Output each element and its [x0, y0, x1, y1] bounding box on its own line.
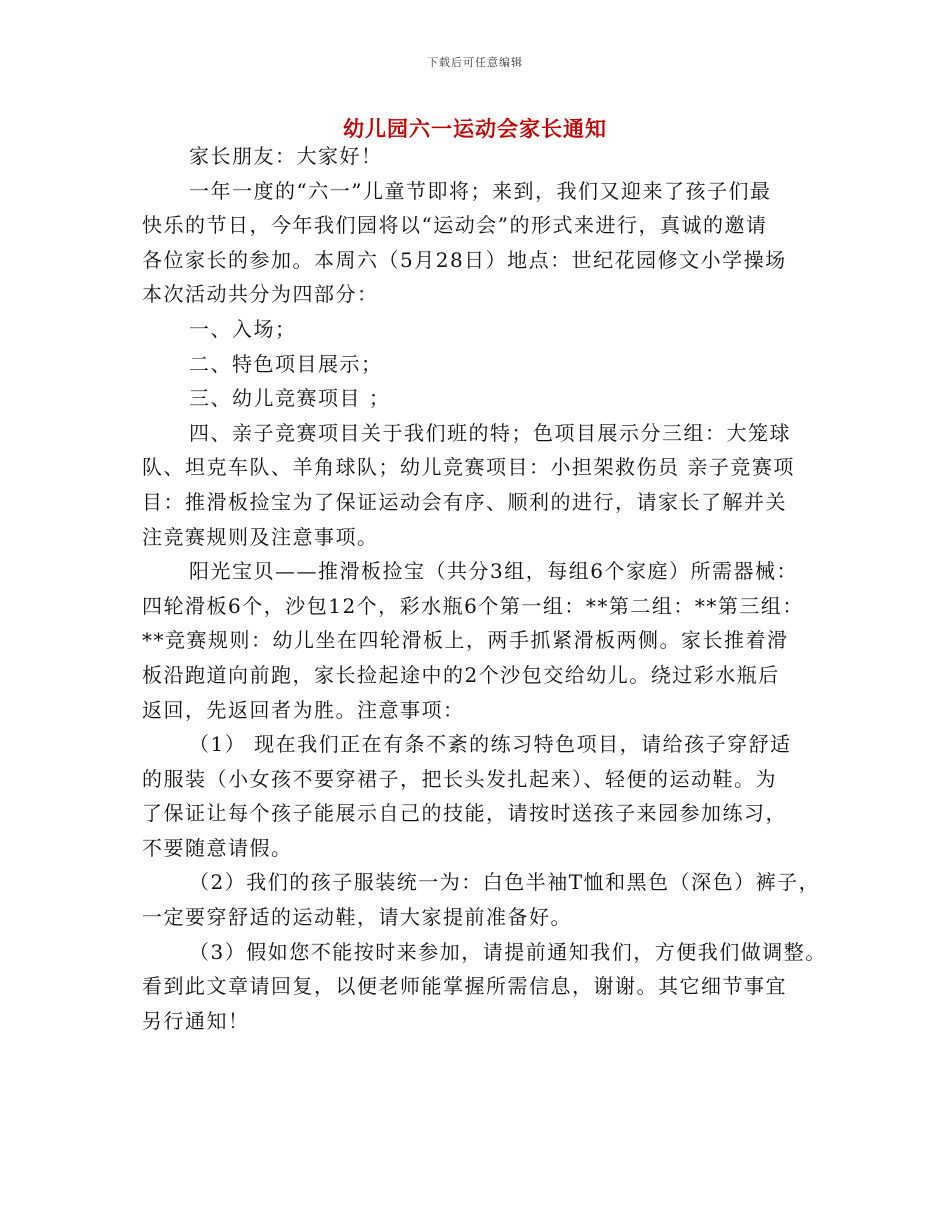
- body-line: 二、特色项目展示；: [189, 351, 383, 376]
- body-line: 快乐的节日，今年我们园将以“运动会”的形式来进行，真诚的邀请: [142, 213, 768, 238]
- body-line: （1） 现在我们正在有条不紊的练习特色项目，请给孩子穿舒适: [189, 732, 792, 757]
- body-line: 三、幼儿竞赛项目 ；: [189, 386, 391, 411]
- body-line: 返回，先返回者为胜。注意事项：: [142, 697, 465, 722]
- body-line: 看到此文章请回复，以便老师能掌握所需信息，谢谢。其它细节事宜: [142, 974, 787, 999]
- body-line: 队、坦克车队、羊角球队；幼儿竞赛项目：小担架救伤员 亲子竞赛项: [142, 455, 795, 480]
- body-line: 不要随意请假。: [142, 835, 293, 860]
- body-line: （2）我们的孩子服装统一为：白色半袖T恤和黑色（深色）裤子，: [189, 870, 821, 895]
- body-line: 了保证让每个孩子能展示自己的技能，请按时送孩子来园参加练习，: [142, 801, 787, 826]
- document-body: [142, 139, 832, 1038]
- body-line: 一定要穿舒适的运动鞋，请大家提前准备好。: [142, 905, 572, 930]
- body-line: （3）假如您不能按时来参加，请提前通知我们，方便我们做调整。: [189, 939, 827, 964]
- body-line: 的服装（小女孩不要穿裙子，把长头发扎起来）、轻便的运动鞋。为: [142, 766, 777, 791]
- header-note: 下载后可任意编辑: [427, 56, 523, 69]
- body-line: 本次活动共分为四部分：: [142, 282, 379, 307]
- body-line: 家长朋友：大家好！: [189, 144, 383, 168]
- body-line: 各位家长的参加。本周六（5月28日）地点：世纪花园修文小学操场: [142, 247, 787, 272]
- body-line: 注竞赛规则及注意事项。: [142, 524, 379, 549]
- body-line: 四、亲子竞赛项目关于我们班的特；色项目展示分三组：大笼球: [189, 420, 791, 445]
- body-line: 一、入场；: [189, 316, 297, 341]
- body-line: 另行通知！: [142, 1008, 250, 1033]
- body-line: **竞赛规则：幼儿坐在四轮滑板上，两手抓紧滑板两侧。家长推着滑: [142, 628, 789, 653]
- body-line: 目：推滑板捡宝为了保证运动会有序、顺利的进行，请家长了解并关: [142, 489, 787, 514]
- body-line: 一年一度的“六一”儿童节即将；来到，我们又迎来了孩子们最: [189, 178, 772, 203]
- body-line: 板沿跑道向前跑，家长捡起途中的2个沙包交给幼儿。绕过彩水瓶后: [142, 662, 780, 687]
- body-line: 四轮滑板6个，沙包12个，彩水瓶6个第一组：**第二组：**第三组：: [142, 593, 804, 618]
- body-line: 阳光宝贝——推滑板捡宝（共分3组，每组6个家庭）所需器械：: [189, 559, 798, 584]
- document-title: 幼儿园六一运动会家长通知: [343, 117, 607, 141]
